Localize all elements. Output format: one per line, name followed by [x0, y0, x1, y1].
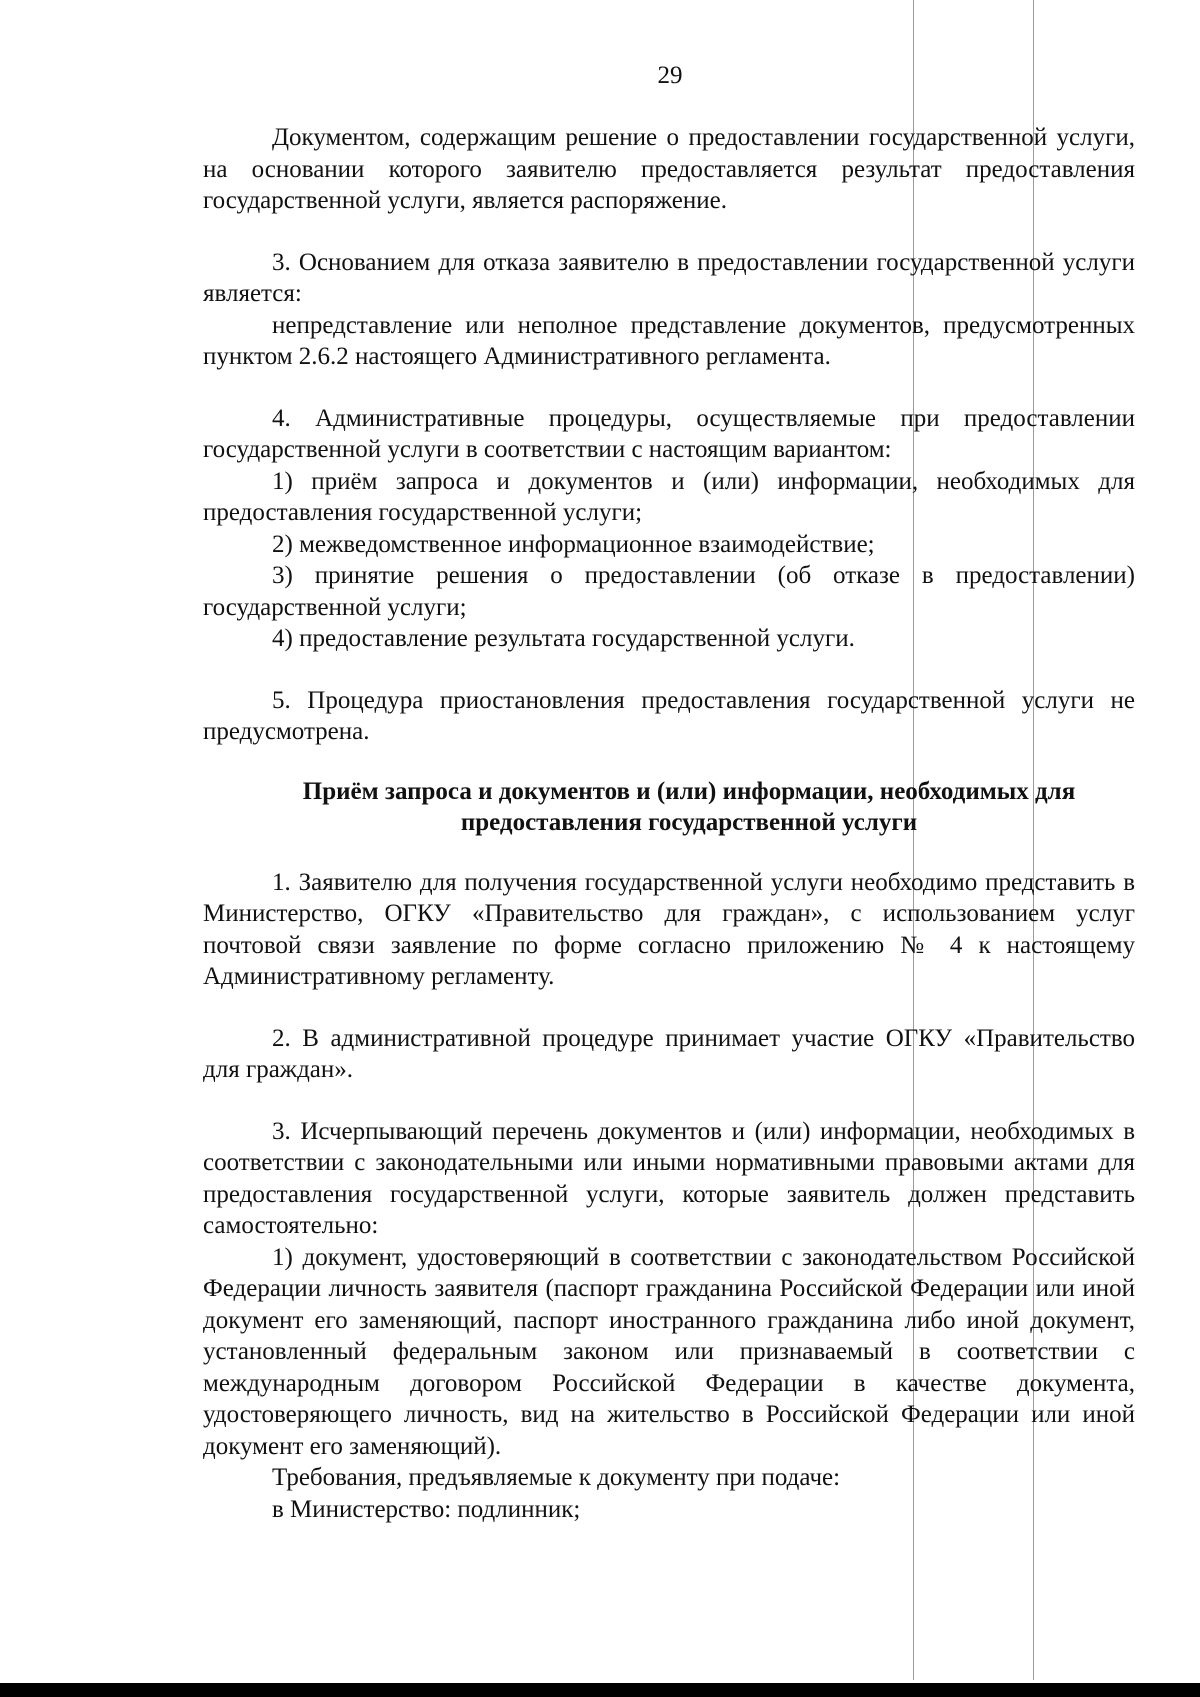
paragraph-requirements: Требования, предъявляемые к документу при подаче: — [272, 1464, 841, 1491]
paragraph-participant: 2. В административной процедуре принимает участие ОГКУ «Правительство для граждан». — [203, 1024, 1135, 1083]
paragraph-documents-list: 3. Исчерпывающий перечень документов и (или) информации, необходимых в соответствии с законодательными или иными нормативными правовыми актами для предоставления государственной услуги, которые заявитель должен представить самостоятельно: — [203, 1117, 1135, 1239]
paragraph-suspension: 5. Процедура приостановления предоставления государственной услуги не предусмотрена. — [203, 686, 1135, 745]
paragraph-ministry-original: в Министерство: подлинник; — [272, 1495, 581, 1523]
section-heading-line2: предоставления государственной услуги — [460, 809, 918, 836]
section-heading — [203, 776, 1135, 839]
section-heading-line1: Приём запроса и документов и (или) информации, необходимых для — [302, 777, 1076, 805]
list-item: 2) межведомственное информационное взаимодействие; — [272, 530, 875, 558]
list-item: 3) принятие решения о предоставлении (об отказе в предоставлении) государственной услуги; — [203, 562, 1135, 621]
paragraph-application-submission: 1. Заявителю для получения государственной услуги необходимо представить в Министерство, ОГКУ «Правительство для граждан», с использованием услуг почтовой связи заявление по форме согласно приложению № 4 к настоящему Административному регламенту. — [203, 868, 1135, 990]
paragraph-refusal-reason: непредставление или неполное представление документов, предусмотренных пунктом 2.6.2 настоящего Административного регламента. — [203, 311, 1135, 370]
scan-bottom-edge — [0, 1683, 1200, 1697]
paragraph-refusal-grounds: 3. Основанием для отказа заявителю в предоставлении государственной услуги является: — [203, 248, 1135, 307]
paragraph-decision-document: Документом, содержащим решение о предоставлении государственной услуги, на основании которого заявителю предоставляется результат предоставления государственной услуги, является распоряжение. — [203, 124, 1135, 214]
list-item: 4) предоставление результата государственной услуги. — [272, 625, 855, 652]
paragraph-procedures: 4. Административные процедуры, осуществляемые при предоставлении государственной услуги в соответствии с настоящим вариантом: — [203, 404, 1135, 463]
list-item: 1) документ, удостоверяющий в соответствии с законодательством Российской Федерации личность заявителя (паспорт гражданина Российской Федерации или иной документ его заменяющий, паспорт иностранного гражданина либо иной документ, установленный федеральным законом или признаваемый в соответствии с международным договором Российской Федерации в качестве документа, удостоверяющего личность, вид на жительство в Российской Федерации или иной документ его заменяющий). — [203, 1243, 1135, 1460]
list-item: 1) приём запроса и документов и (или) информации, необходимых для предоставления государственной услуги; — [203, 467, 1135, 526]
page-number: 29 — [657, 62, 683, 89]
document-body — [203, 122, 1135, 1525]
